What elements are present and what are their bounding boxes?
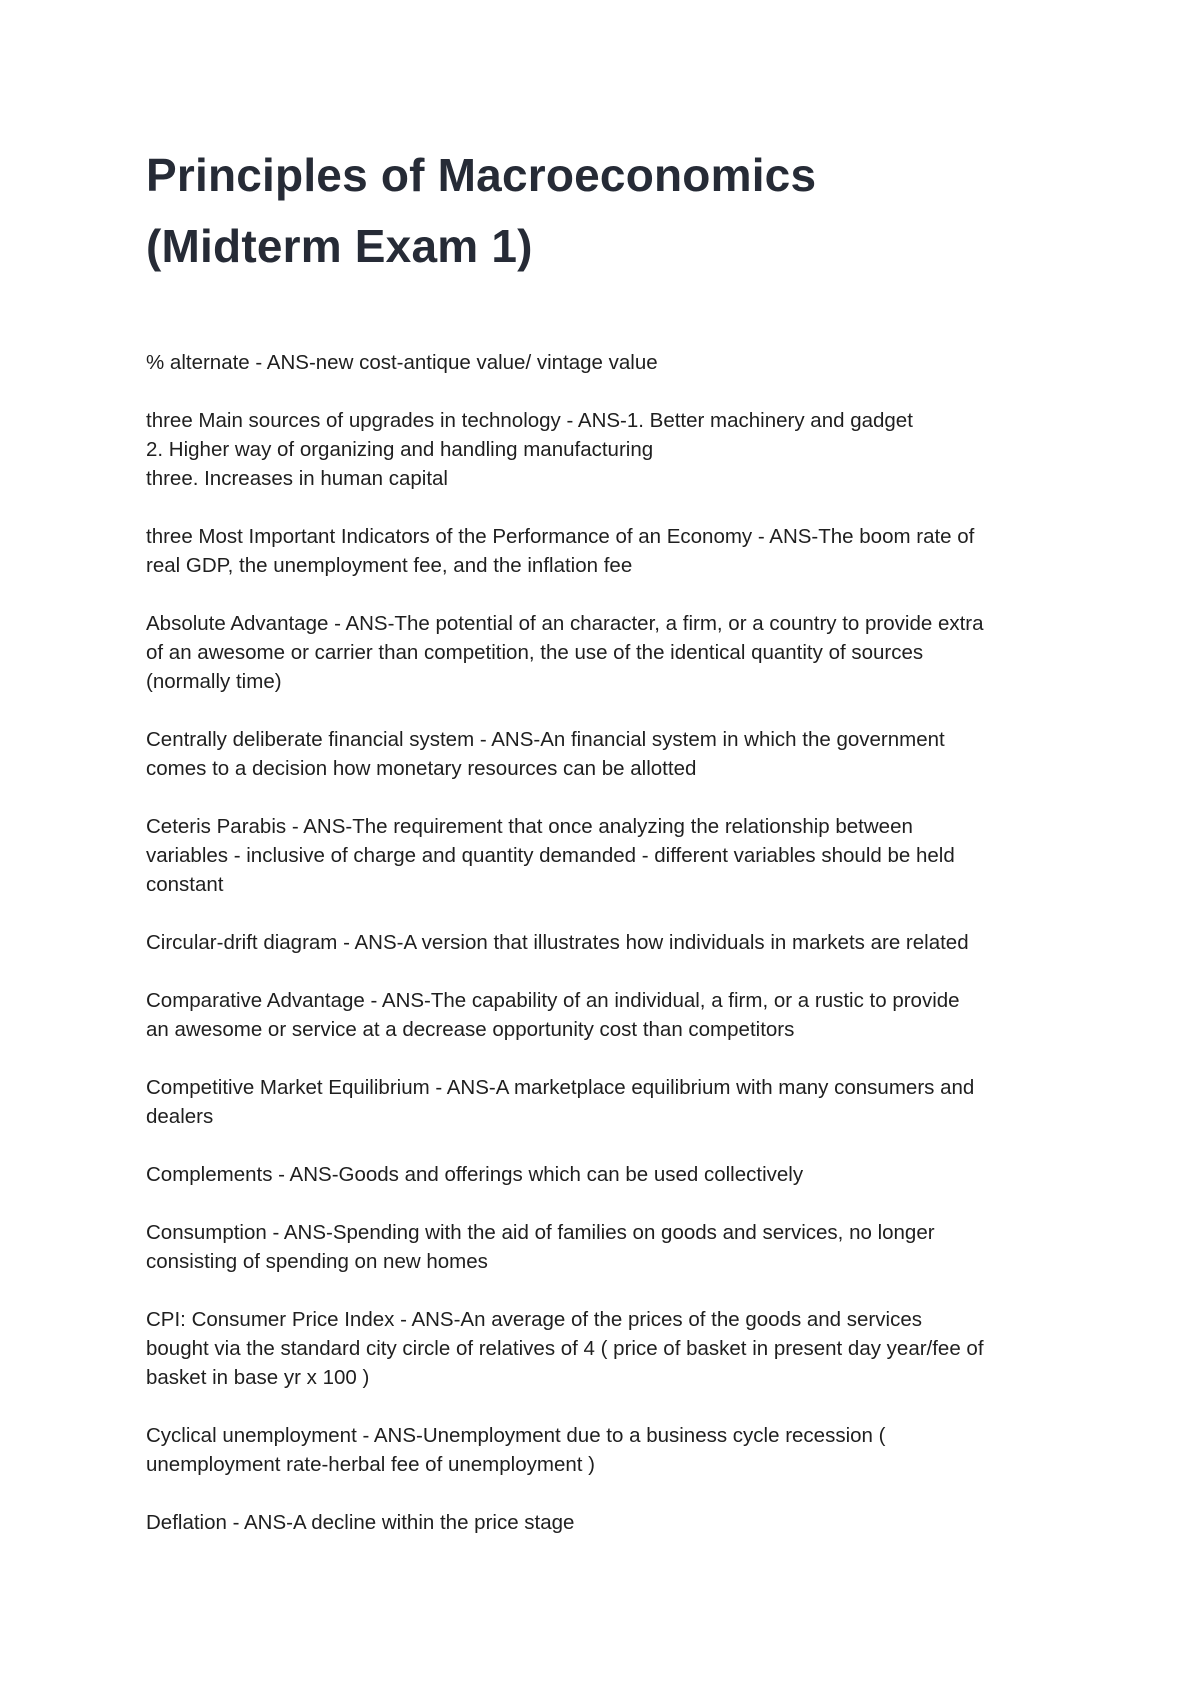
entry-text-line: Competitive Market Equilibrium - ANS-A marketplace equilibrium with many consumers and: [146, 1076, 975, 1099]
entry-text-line: comes to a decision how monetary resources can be allotted: [146, 757, 697, 780]
term-entry: [146, 986, 1076, 1044]
entry-text-line: bought via the standard city circle of relatives of 4 ( price of basket in present day year/fee of: [146, 1337, 984, 1360]
term-entry: [146, 1508, 1076, 1537]
entry-text-line: 2. Higher way of organizing and handling manufacturing: [146, 438, 654, 461]
page-title: [146, 140, 1076, 282]
entry-text-line: % alternate - ANS-new cost-antique value/ vintage value: [146, 351, 658, 374]
entry-text-line: three Main sources of upgrades in technology - ANS-1. Better machinery and gadget: [146, 409, 913, 432]
term-entry: [146, 348, 1076, 377]
entry-text-line: dealers: [146, 1105, 214, 1128]
entry-text-line: unemployment rate-herbal fee of unemployment ): [146, 1453, 595, 1476]
entry-text-line: Cyclical unemployment - ANS-Unemployment due to a business cycle recession (: [146, 1424, 886, 1447]
entry-text-line: Complements - ANS-Goods and offerings which can be used collectively: [146, 1163, 804, 1186]
entry-text-line: Comparative Advantage - ANS-The capability of an individual, a firm, or a rustic to provide: [146, 989, 960, 1012]
entry-text-line: of an awesome or carrier than competition, the use of the identical quantity of sources: [146, 641, 924, 664]
title-line: Principles of Macroeconomics: [146, 149, 817, 201]
entry-text-line: three. Increases in human capital: [146, 467, 448, 490]
entry-text-line: basket in base yr x 100 ): [146, 1366, 370, 1389]
entry-text-line: Consumption - ANS-Spending with the aid of families on goods and services, no longer: [146, 1221, 935, 1244]
entry-text-line: Deflation - ANS-A decline within the price stage: [146, 1511, 575, 1534]
term-entry: [146, 725, 1076, 783]
entry-text-line: variables - inclusive of charge and quantity demanded - different variables should be held: [146, 844, 955, 867]
entry-text-line: consisting of spending on new homes: [146, 1250, 488, 1273]
term-entry: [146, 928, 1076, 957]
entry-text-line: Ceteris Parabis - ANS-The requirement that once analyzing the relationship between: [146, 815, 913, 838]
entry-text-line: constant: [146, 873, 224, 896]
entry-text-line: (normally time): [146, 670, 282, 693]
term-entry: [146, 812, 1076, 899]
entry-text-line: real GDP, the unemployment fee, and the inflation fee: [146, 554, 633, 577]
term-entry: [146, 406, 1076, 493]
document-page: [146, 140, 1076, 1566]
title-line: (Midterm Exam 1): [146, 220, 533, 272]
entry-text-line: Centrally deliberate financial system - ANS-An financial system in which the government: [146, 728, 945, 751]
entry-text-line: Circular-drift diagram - ANS-A version that illustrates how individuals in markets are related: [146, 931, 969, 954]
term-entry: [146, 1421, 1076, 1479]
entry-text-line: three Most Important Indicators of the Performance of an Economy - ANS-The boom rate of: [146, 525, 975, 548]
term-entry: [146, 1160, 1076, 1189]
term-entry: [146, 1305, 1076, 1392]
term-entry: [146, 609, 1076, 696]
entry-text-line: CPI: Consumer Price Index - ANS-An average of the prices of the goods and services: [146, 1308, 922, 1331]
term-list: [146, 348, 1076, 1537]
term-entry: [146, 1218, 1076, 1276]
term-entry: [146, 522, 1076, 580]
entry-text-line: an awesome or service at a decrease opportunity cost than competitors: [146, 1018, 795, 1041]
entry-text-line: Absolute Advantage - ANS-The potential of an character, a firm, or a country to provide extra: [146, 612, 984, 635]
term-entry: [146, 1073, 1076, 1131]
